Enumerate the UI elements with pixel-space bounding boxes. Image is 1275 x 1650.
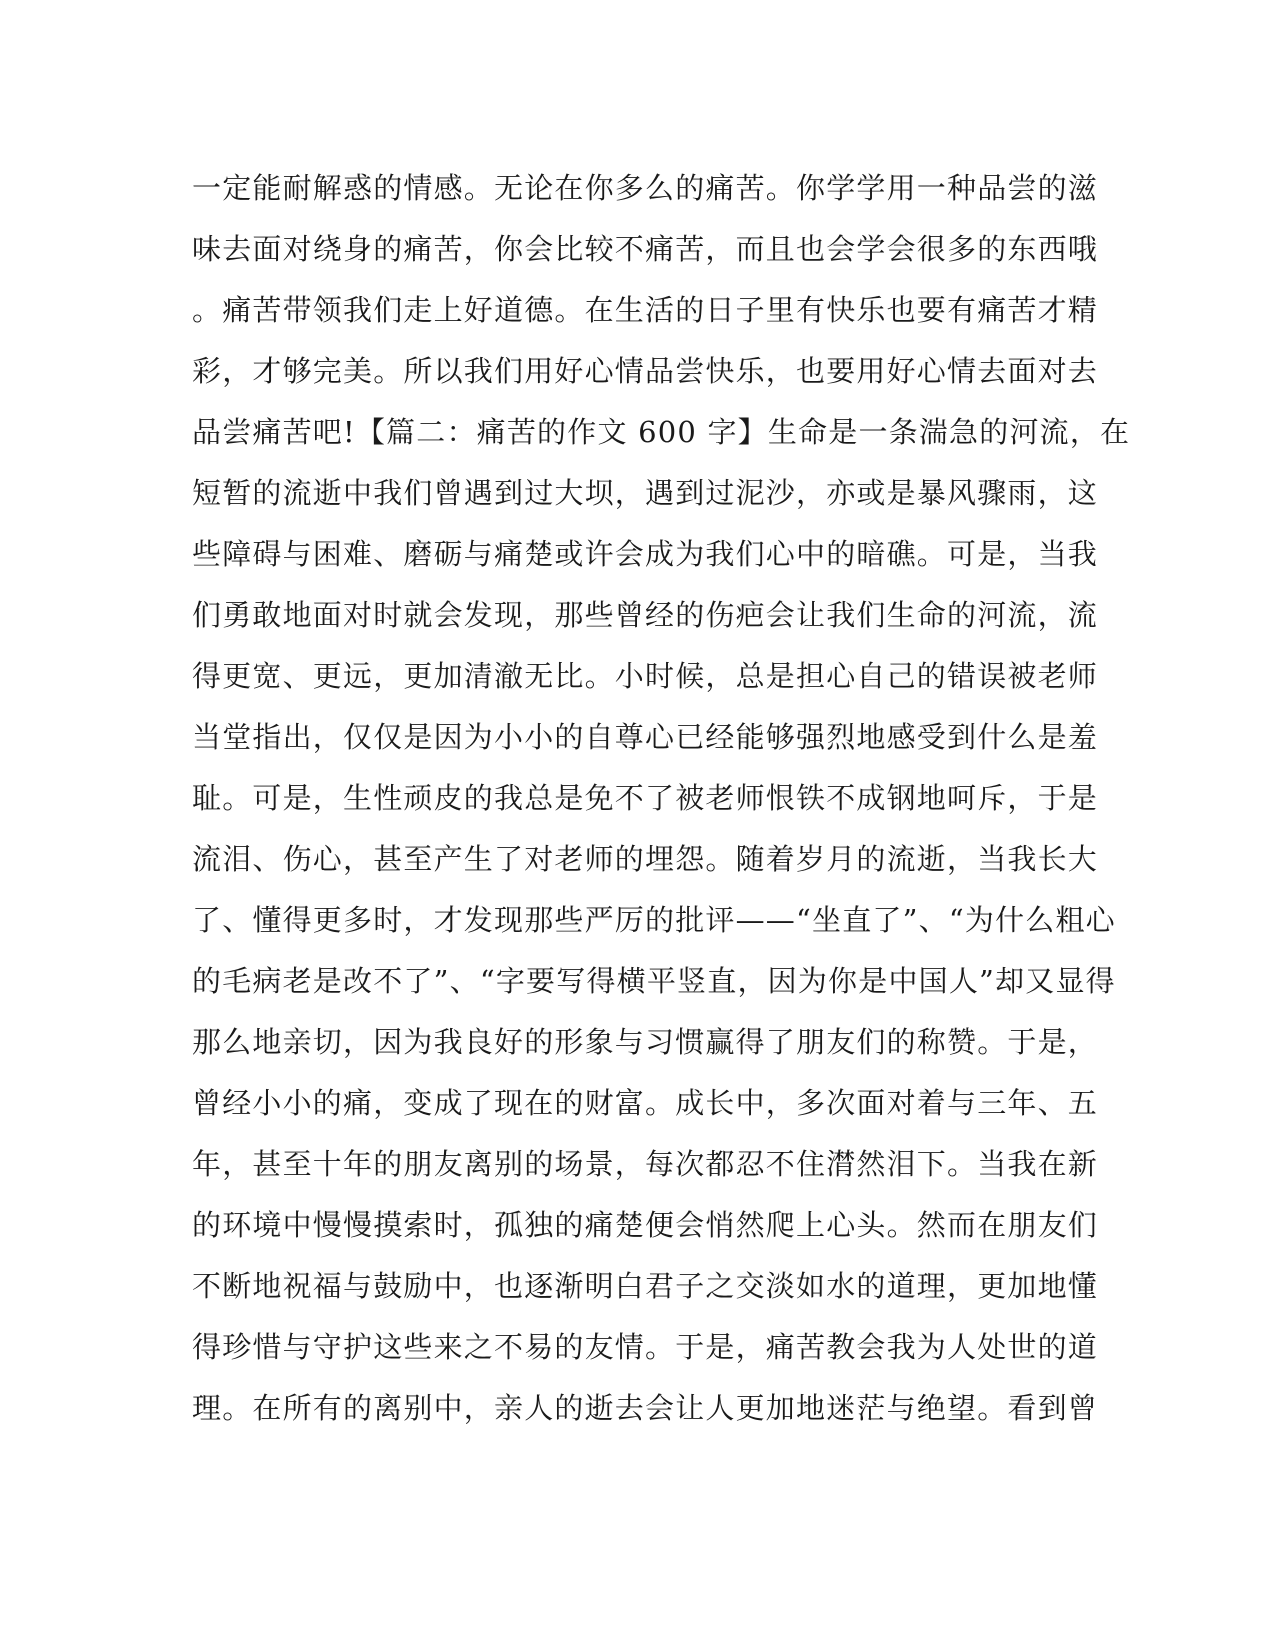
text-line: 年，甚至十年的朋友离别的场景，每次都忍不住潸然泪下。当我在新 [192,1147,1099,1181]
text-line: 。痛苦带领我们走上好道德。在生活的日子里有快乐也要有痛苦才精 [192,293,1099,327]
text-line: 了、懂得更多时，才发现那些严厉的批评——“坐直了”、“为什么粗心 [192,903,1116,937]
text-line: 一定能耐解惑的情感。无论在你多么的痛苦。你学学用一种品尝的滋 [192,171,1099,205]
text-line: 曾经小小的痛，变成了现在的财富。成长中，多次面对着与三年、五 [192,1086,1099,1120]
text-line: 理。在所有的离别中，亲人的逝去会让人更加地迷茫与绝望。看到曾 [192,1391,1099,1425]
text-line: 得更宽、更远，更加清澈无比。小时候，总是担心自己的错误被老师 [192,659,1099,693]
text-line: 品尝痛苦吧!【篇二：痛苦的作文 600 字】生命是一条湍急的河流，在 [192,415,1131,449]
text-line: 流泪、伤心，甚至产生了对老师的埋怨。随着岁月的流逝，当我长大 [192,842,1099,876]
text-line: 耻。可是，生性顽皮的我总是免不了被老师恨铁不成钢地呵斥，于是 [192,781,1099,815]
text-line: 当堂指出，仅仅是因为小小的自尊心已经能够强烈地感受到什么是羞 [192,720,1099,754]
text-line: 的环境中慢慢摸索时，孤独的痛楚便会悄然爬上心头。然而在朋友们 [192,1208,1099,1242]
text-line: 味去面对绕身的痛苦，你会比较不痛苦，而且也会学会很多的东西哦 [192,232,1099,266]
text-line: 那么地亲切，因为我良好的形象与习惯赢得了朋友们的称赞。于是， [192,1025,1099,1059]
text-line: 得珍惜与守护这些来之不易的友情。于是，痛苦教会我为人处世的道 [192,1330,1099,1364]
text-line: 们勇敢地面对时就会发现，那些曾经的伤疤会让我们生命的河流，流 [192,598,1099,632]
text-line: 不断地祝福与鼓励中，也逐渐明白君子之交淡如水的道理，更加地懂 [192,1269,1099,1303]
text-line: 短暂的流逝中我们曾遇到过大坝，遇到过泥沙，亦或是暴风骤雨，这 [192,476,1099,510]
text-line: 的毛病老是改不了”、“字要写得横平竖直，因为你是中国人”却又显得 [192,964,1116,998]
text-line: 彩，才够完美。所以我们用好心情品尝快乐，也要用好心情去面对去 [192,354,1099,388]
text-line: 些障碍与困难、磨砺与痛楚或许会成为我们心中的暗礁。可是，当我 [192,537,1099,571]
body-text [192,158,1131,1439]
